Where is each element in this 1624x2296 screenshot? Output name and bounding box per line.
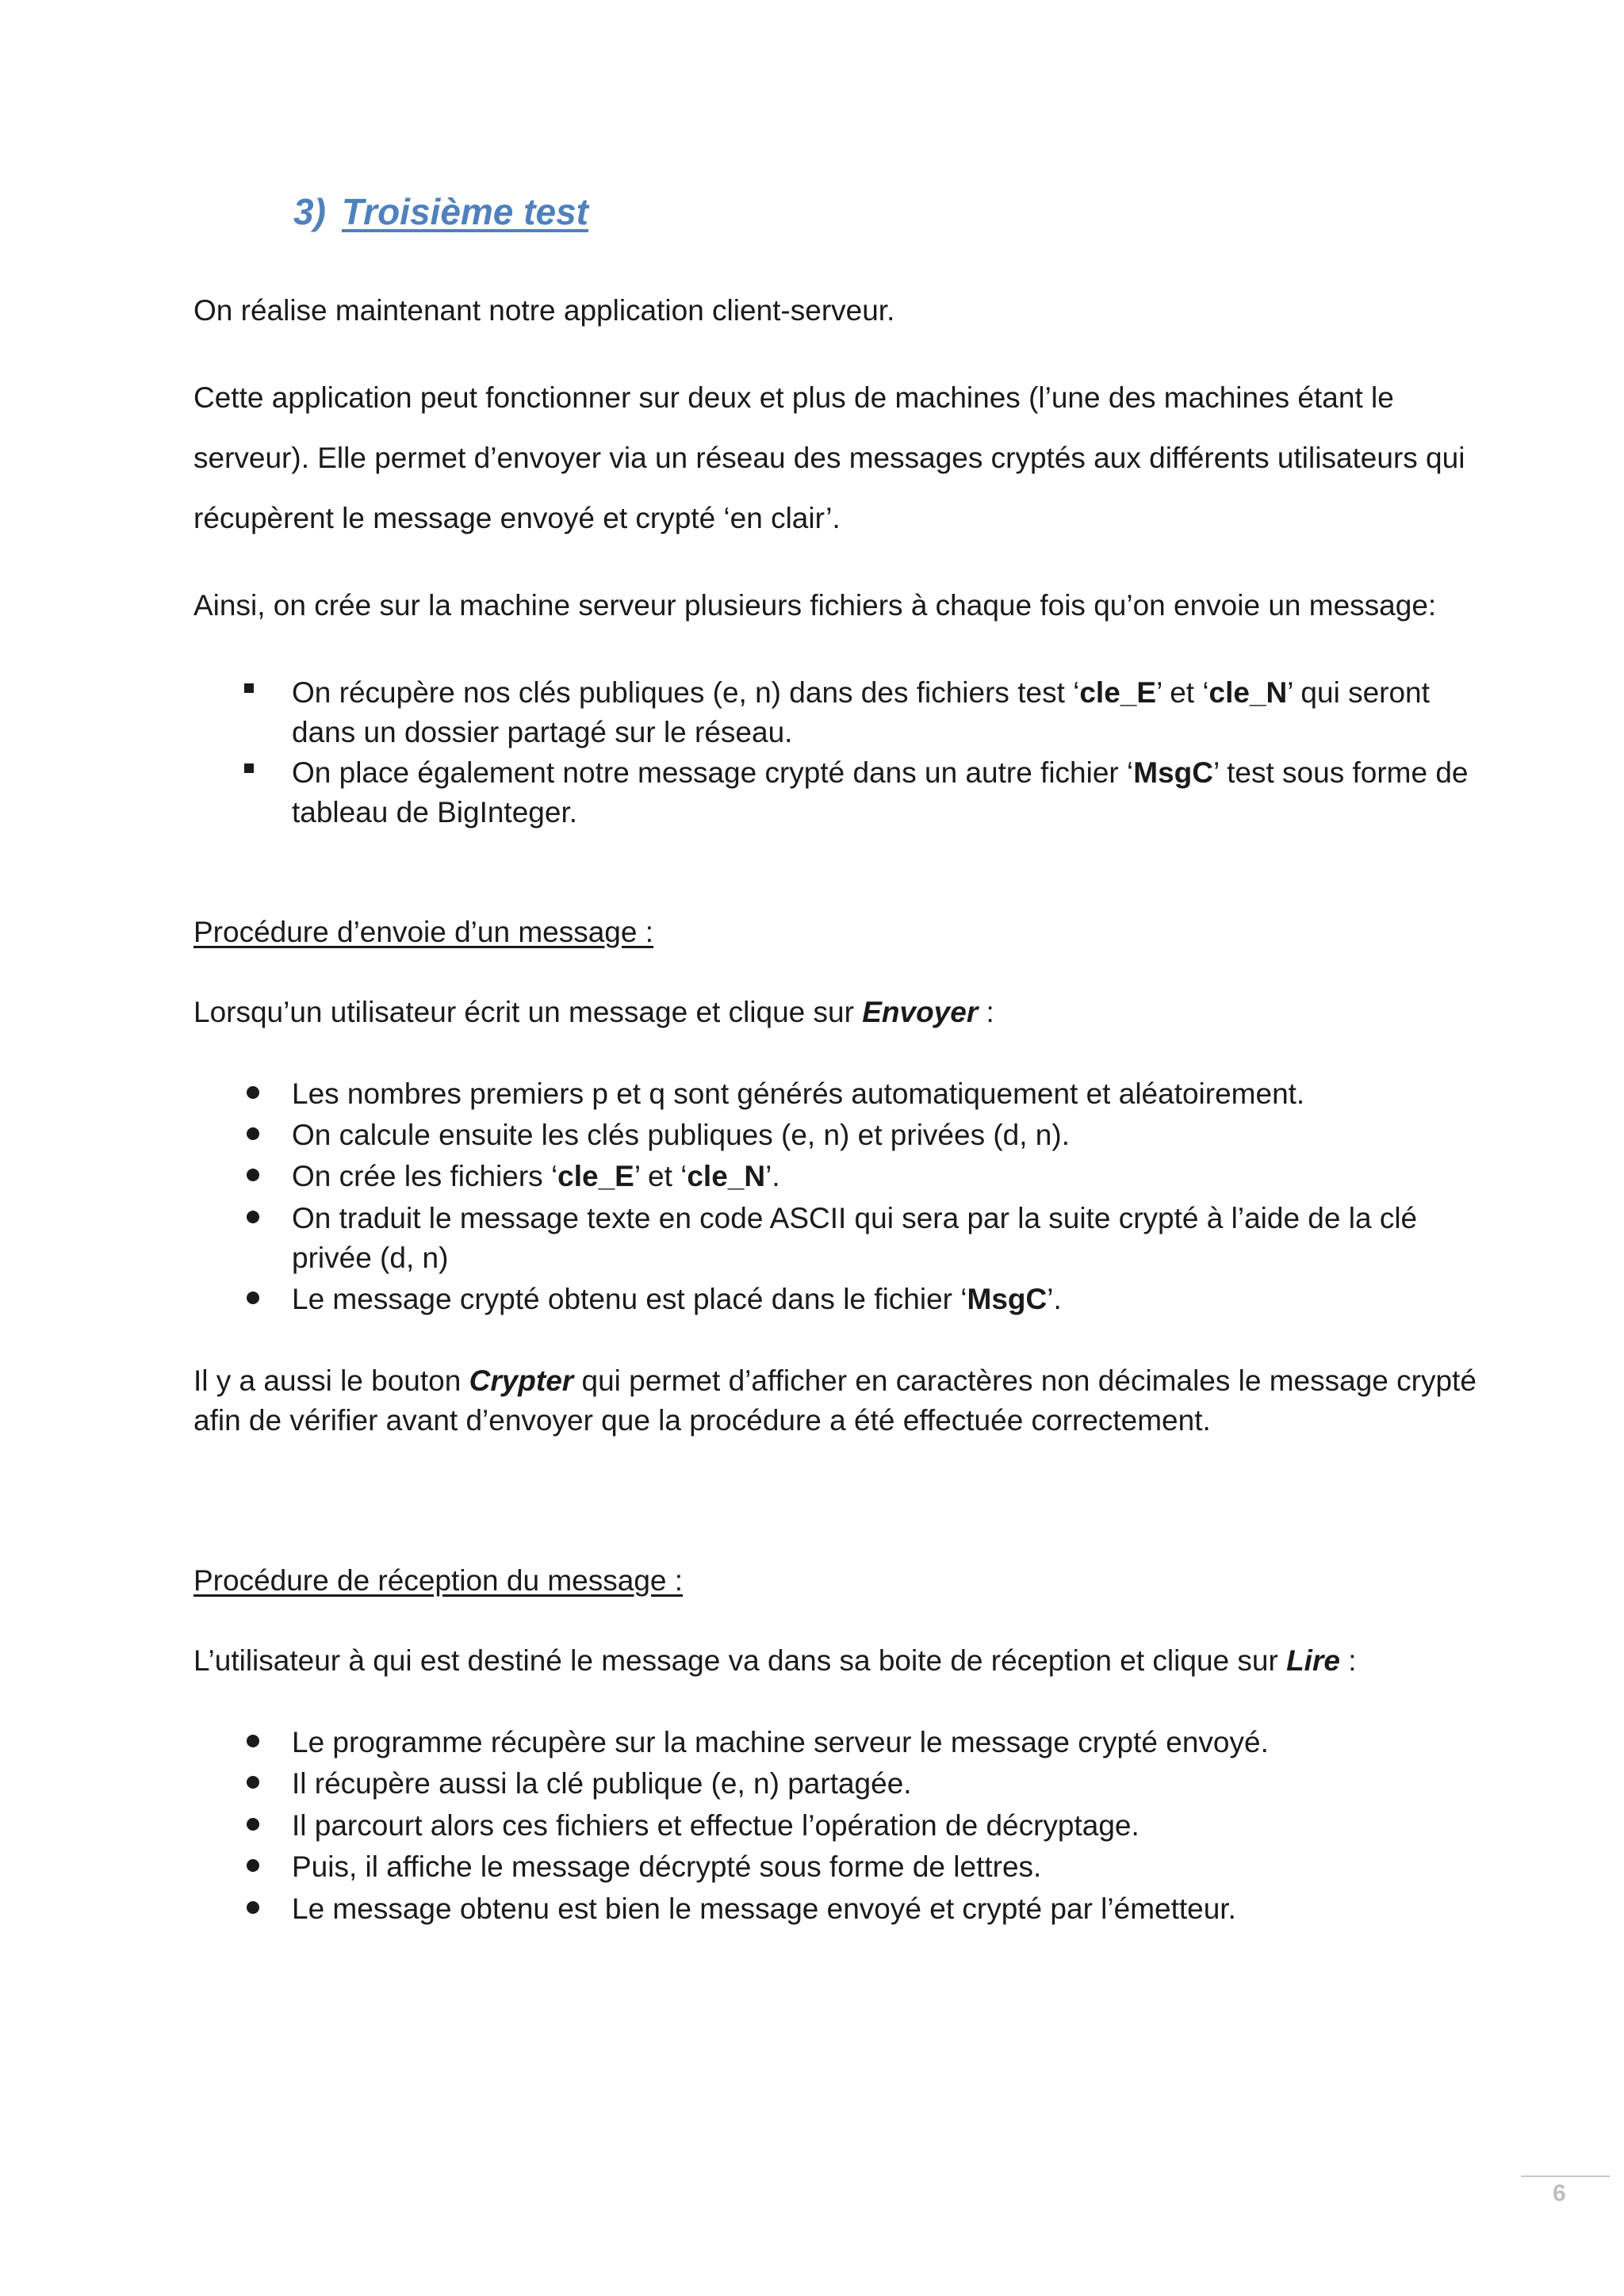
- page-number-rule: [1521, 2175, 1610, 2177]
- crypter-line1: Il y a aussi le bouton Crypter qui permet d’afficher en caractères non décimales le message crypté: [193, 1364, 1477, 1397]
- bullet-dot-icon: [247, 1859, 259, 1872]
- envoi-bullet-4-line1: On traduit le message texte en code ASCII qui sera par la suite crypté à l’aide de la clé: [292, 1202, 1418, 1234]
- bullet-dot-icon: [247, 1211, 259, 1223]
- reception-bullet-3: Il parcourt alors ces fichiers et effectue l’opération de décryptage.: [292, 1809, 1139, 1842]
- section-title: Troisième test: [341, 191, 588, 232]
- reception-bullet-1: Le programme récupère sur la machine serveur le message crypté envoyé.: [292, 1726, 1269, 1758]
- bullet-dot-icon: [247, 1292, 259, 1304]
- bullet-dot-icon: [247, 1169, 259, 1181]
- reception-bullet-4: Puis, il affiche le message décrypté sous forme de lettres.: [292, 1850, 1042, 1883]
- envoyer-label: Envoyer: [862, 996, 979, 1028]
- para1-line2: serveur). Elle permet d’envoyer via un réseau des messages cryptés aux différents utilisateurs qui: [193, 442, 1465, 474]
- envoi-bullet-4-line2: privée (d, n): [292, 1242, 449, 1274]
- sq-bullet-1-line1: On récupère nos clés publiques (e, n) dans des fichiers test ‘cle_E’ et ‘cle_N’ qui seront: [292, 676, 1430, 709]
- square-bullet-icon: [244, 763, 254, 773]
- page-number: 6: [1553, 2180, 1566, 2206]
- bullet-dot-icon: [247, 1086, 259, 1099]
- bullet-dot-icon: [247, 1776, 259, 1789]
- envoi-lead: Lorsqu’un utilisateur écrit un message et clique sur Envoyer :: [193, 996, 994, 1028]
- reception-subtitle: Procédure de réception du message :: [193, 1564, 684, 1597]
- envoi-subtitle: Procédure d’envoie d’un message :: [193, 916, 654, 948]
- section-heading: [293, 190, 588, 233]
- square-bullet-icon: [244, 683, 254, 693]
- bullet-dot-icon: [247, 1127, 259, 1140]
- para2: Ainsi, on crée sur la machine serveur plusieurs fichiers à chaque fois qu’on envoie un message:: [193, 589, 1437, 622]
- reception-bullet-2: Il récupère aussi la clé publique (e, n) partagée.: [292, 1767, 912, 1800]
- bullet-dot-icon: [247, 1818, 259, 1831]
- intro-paragraph: On réalise maintenant notre application client-serveur.: [193, 294, 895, 327]
- para1-line3: récupèrent le message envoyé et crypté ‘en clair’.: [193, 502, 841, 534]
- envoi-bullet-3: On crée les fichiers ‘cle_E’ et ‘cle_N’.: [292, 1160, 780, 1192]
- crypter-line2: afin de vérifier avant d’envoyer que la procédure a été effectuée correctement.: [193, 1404, 1211, 1437]
- reception-lead: L’utilisateur à qui est destiné le message va dans sa boite de réception et clique sur Lire :: [193, 1644, 1357, 1677]
- sq-bullet-2-line2: tableau de BigInteger.: [292, 796, 578, 828]
- crypter-label: Crypter: [469, 1364, 574, 1397]
- sq-bullet-1-line2: dans un dossier partagé sur le réseau.: [292, 716, 793, 748]
- section-number: 3): [293, 191, 326, 232]
- para1-line1: Cette application peut fonctionner sur deux et plus de machines (l’une des machines étant le: [193, 381, 1394, 414]
- envoi-bullet-1: Les nombres premiers p et q sont générés automatiquement et aléatoirement.: [292, 1077, 1305, 1110]
- bullet-dot-icon: [247, 1901, 259, 1914]
- envoi-bullet-2: On calcule ensuite les clés publiques (e, n) et privées (d, n).: [292, 1119, 1070, 1151]
- lire-label: Lire: [1286, 1644, 1340, 1677]
- envoi-bullet-5: Le message crypté obtenu est placé dans le fichier ‘MsgC’.: [292, 1283, 1062, 1315]
- bullet-dot-icon: [247, 1735, 259, 1747]
- sq-bullet-2-line1: On place également notre message crypté dans un autre fichier ‘MsgC’ test sous forme de: [292, 756, 1469, 789]
- reception-bullet-5: Le message obtenu est bien le message envoyé et crypté par l’émetteur.: [292, 1892, 1236, 1925]
